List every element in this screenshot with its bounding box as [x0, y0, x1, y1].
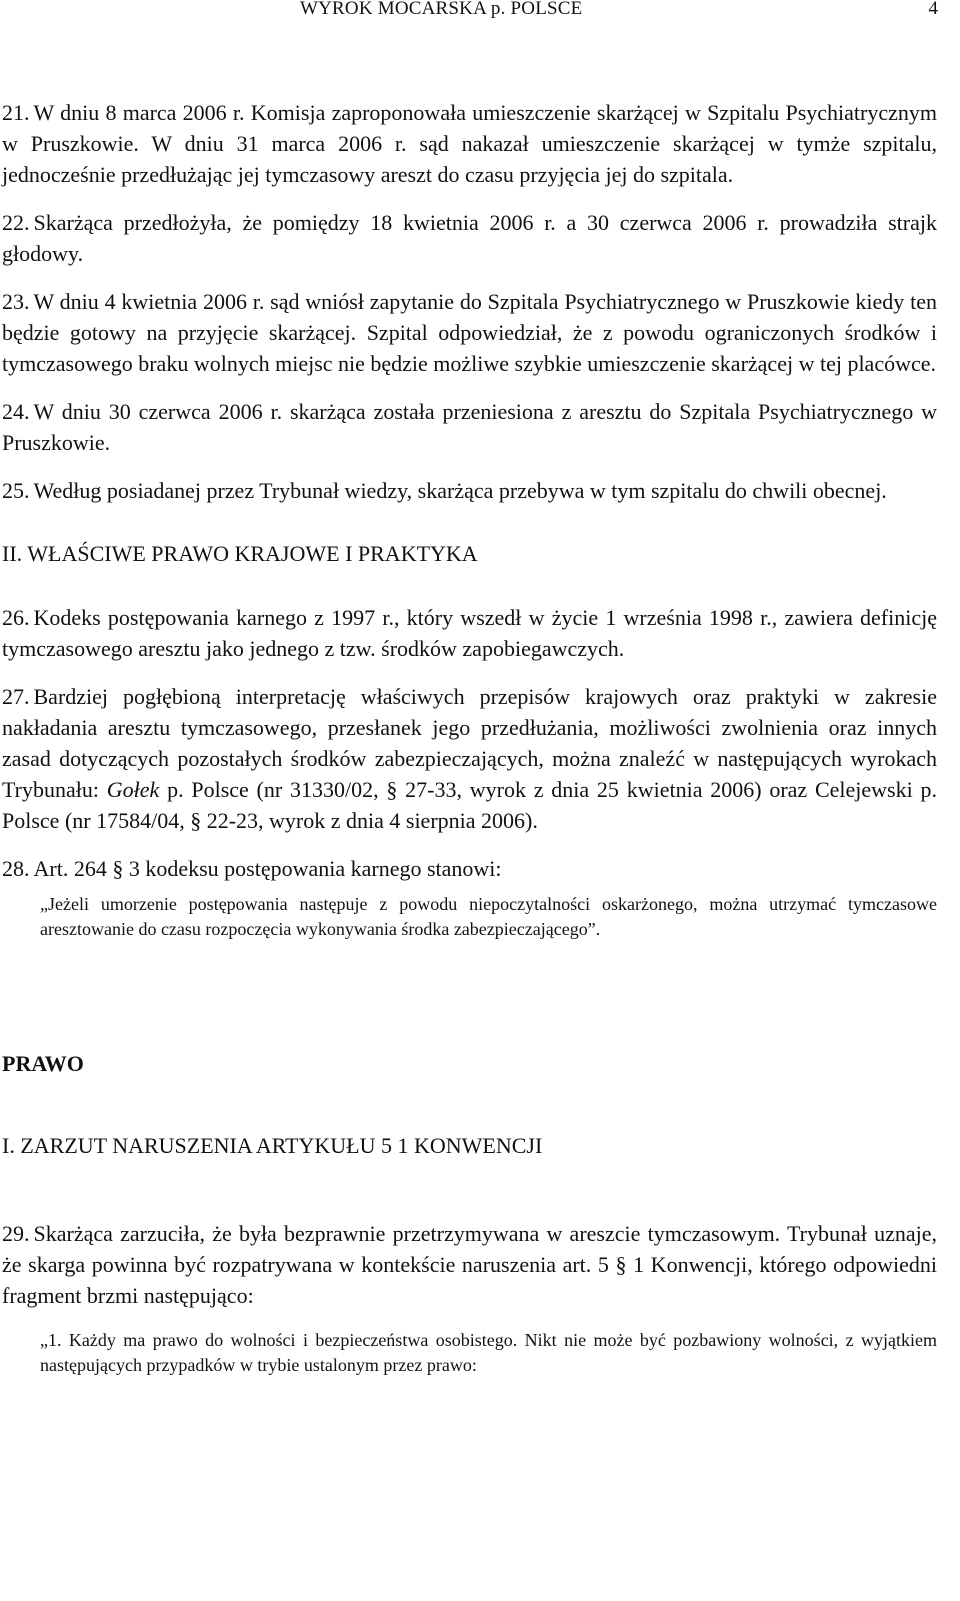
paragraph-number: 22. [2, 210, 30, 235]
paragraph-number: 28. [2, 856, 30, 881]
page-number: 4 [928, 0, 938, 19]
paragraph-text: Skarżąca zarzuciła, że była bezprawnie przetrzymywana w areszcie tymczasowym. Trybunał uznaje, że skarga powinna być rozpatrywana w kontekście naruszenia art. 5 § 1 Konwencji, którego odpowiedni fragment brzmi następująco: [2, 1221, 937, 1308]
paragraph-text-cont: p. Polsce (nr 31330/02, § 27-33, wyrok z dnia 25 kwietnia 2006) oraz Celejewski p. Polsce (nr 17584/04, § 22-23, wyrok z dnia 4 sierpnia 2006). [2, 777, 938, 833]
paragraph-text: Bardziej pogłębioną interpretację właściwych przepisów krajowych oraz praktyki w zakresie nakładania aresztu tymczasowego, przesłanek jego przedłużania, możliwości zwolnienia oraz innych zasad dotyczących pozostałych środków zabezpieczających, można znaleźć w następujących wyrokach Trybunału: [2, 684, 937, 802]
paragraph-text: Skarżąca przedłożyła, że pomiędzy 18 kwietnia 2006 r. a 30 czerwca 2006 r. prowadziła strajk głodowy. [2, 210, 937, 266]
paragraph-number: 23. [2, 289, 30, 314]
paragraph-25 [2, 475, 937, 506]
case-name: Gołek [106, 777, 160, 802]
paragraph-text: Według posiadanej przez Trybunał wiedzy, skarżąca przebywa w tym szpitalu do chwili obecnej. [33, 478, 887, 503]
paragraph-23 [2, 286, 937, 379]
page-header [0, 0, 960, 30]
paragraph-number: 27. [2, 684, 30, 709]
paragraph-text: W dniu 4 kwietnia 2006 r. sąd wniósł zapytanie do Szpitala Psychiatrycznego w Pruszkowie kiedy ten będzie gotowy na przyjęcie skarżącej. Szpital odpowiedział, że z powodu ograniczonych środków i tymczasowego braku wolnych miejsc nie będzie możliwe szybkie umieszczenie skarżącej w tej placówce. [2, 289, 937, 376]
paragraph-text: W dniu 8 marca 2006 r. Komisja zaproponowała umieszczenie skarżącej w Szpitalu Psychiatrycznym w Pruszkowie. W dniu 31 marca 2006 r. sąd nakazał umieszczenie skarżącej w tymże szpitalu, jednocześnie przedłużając jej tymczasowy areszt do czasu przyjęcia jej do szpitala. [2, 100, 937, 187]
paragraph-28 [2, 853, 937, 884]
paragraph-text: W dniu 30 czerwca 2006 r. skarżąca została przeniesiona z aresztu do Szpitala Psychiatrycznego w Pruszkowie. [2, 399, 937, 455]
convention-quote: „1. Każdy ma prawo do wolności i bezpieczeństwa osobistego. Nikt nie może być pozbawiony wolności, z wyjątkiem następujących przypadków w trybie ustalonym przez prawo: [40, 1330, 937, 1375]
paragraph-24 [2, 396, 937, 458]
paragraph-text: Kodeks postępowania karnego z 1997 r., który wszedł w życie 1 września 1998 r., zawiera definicję tymczasowego aresztu jako jednego z tzw. środków zapobiegawczych. [2, 605, 937, 661]
prawo-heading: PRAWO [2, 1051, 84, 1076]
paragraph-22 [2, 207, 937, 269]
paragraph-number: 24. [2, 399, 30, 424]
document-body [2, 97, 937, 1388]
paragraph-27 [2, 681, 937, 836]
paragraph-21 [2, 97, 937, 190]
paragraph-26 [2, 602, 937, 664]
paragraph-29 [2, 1218, 937, 1311]
legal-quote: „Jeżeli umorzenie postępowania następuje z powodu niepoczytalności oskarżonego, można utrzymać tymczasowe aresztowanie do czasu rozpoczęcia wykonywania środka zabezpieczającego”. [40, 894, 937, 939]
paragraph-text: Art. 264 § 3 kodeksu postępowania karnego stanowi: [33, 856, 502, 881]
running-title: WYROK MOCARSKA p. POLSCE [300, 0, 583, 19]
section-heading-ii: II. WŁAŚCIWE PRAWO KRAJOWE I PRAKTYKA [2, 541, 478, 566]
section-heading-i: I. ZARZUT NARUSZENIA ARTYKUŁU 5 1 KONWENCJI [2, 1133, 543, 1158]
paragraph-number: 21. [2, 100, 30, 125]
paragraph-number: 29. [2, 1221, 30, 1246]
paragraph-number: 26. [2, 605, 30, 630]
paragraph-number: 25. [2, 478, 30, 503]
